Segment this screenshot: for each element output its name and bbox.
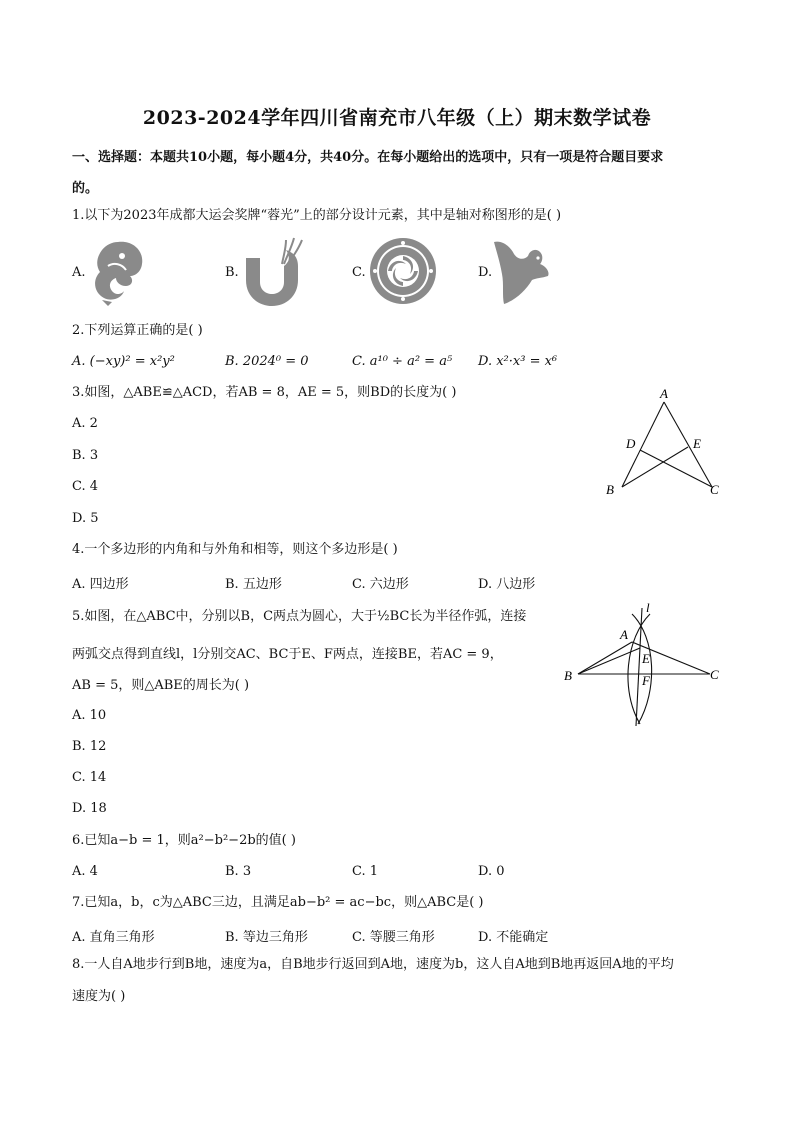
q1-option-d: D. bbox=[478, 265, 493, 280]
q7-option-c: C. 等腰三角形 bbox=[352, 930, 435, 945]
q3-option-b: B. 3 bbox=[72, 448, 99, 463]
q5-option-c: C. 14 bbox=[72, 770, 107, 785]
q1-option-b: B. bbox=[225, 265, 239, 280]
question-8-stem-line2: 速度为( ) bbox=[72, 989, 126, 1004]
question-2-stem: 2.下列运算正确的是( ) bbox=[72, 323, 203, 338]
question-3-stem: 3.如图，△ABE≌△ACD，若AB = 8，AE = 5，则BD的长度为( ) bbox=[72, 385, 457, 400]
label-c: C bbox=[710, 667, 719, 682]
label-c: C bbox=[710, 482, 719, 497]
q2-option-d: D. x²·x³ = x⁶ bbox=[478, 354, 558, 369]
label-a: A bbox=[660, 386, 668, 401]
arc-right bbox=[632, 614, 652, 724]
label-d: D bbox=[626, 436, 636, 451]
label-b: B bbox=[564, 668, 572, 683]
side-ba bbox=[578, 642, 632, 674]
label-b: B bbox=[606, 482, 614, 497]
q1-option-a-image bbox=[86, 236, 148, 308]
q6-option-b: B. 3 bbox=[225, 864, 252, 879]
section-heading-cont: 的。 bbox=[72, 181, 99, 196]
label-e: E bbox=[642, 651, 650, 666]
segment-be bbox=[578, 648, 640, 674]
q3-triangle-figure bbox=[600, 384, 730, 500]
q5-option-b: B. 12 bbox=[72, 739, 107, 754]
question-7-stem: 7.已知a，b，c为△ABC三边，且满足ab−b² = ac−bc，则△ABC是( ) bbox=[72, 895, 484, 910]
question-5-stem-line1: 5.如图，在△ABC中，分别以B，C两点为圆心，大于½BC长为半径作弧，连接 bbox=[72, 609, 527, 624]
q3-option-d: D. 5 bbox=[72, 511, 99, 526]
q3-option-c: C. 4 bbox=[72, 479, 99, 494]
q6-option-d: D. 0 bbox=[478, 864, 505, 879]
label-l: l bbox=[646, 600, 650, 615]
q4-option-c: C. 六边形 bbox=[352, 577, 409, 592]
q1-option-b-image bbox=[240, 236, 304, 308]
label-a: A bbox=[620, 627, 628, 642]
q6-option-a: A. 4 bbox=[72, 864, 98, 879]
page-title: 2023-2024学年四川省南充市八年级（上）期末数学试卷 bbox=[142, 107, 652, 129]
q4-option-b: B. 五边形 bbox=[225, 577, 282, 592]
q1-option-d-image bbox=[492, 236, 554, 308]
question-4-stem: 4.一个多边形的内角和与外角和相等，则这个多边形是( ) bbox=[72, 542, 398, 557]
q7-option-a: A. 直角三角形 bbox=[72, 930, 155, 945]
q5-option-a: A. 10 bbox=[72, 708, 107, 723]
section-heading: 一、选择题：本题共10小题，每小题4分，共40分。在每小题给出的选项中，只有一项是符合题目要求 bbox=[72, 150, 664, 165]
question-1-stem: 1.以下为2023年成都大运会奖牌“蓉光”上的部分设计元素，其中是轴对称图形的是( ) bbox=[72, 208, 562, 223]
q2-option-b: B. 2024⁰ = 0 bbox=[225, 354, 309, 369]
q3-option-a: A. 2 bbox=[72, 416, 98, 431]
question-5-stem-line3: AB = 5，则△ABE的周长为( ) bbox=[72, 678, 250, 693]
question-5-stem-line2: 两弧交点得到直线l，l分别交AC、BC于E、F两点，连接BE，若AC = 9， bbox=[72, 647, 503, 662]
q7-option-b: B. 等边三角形 bbox=[225, 930, 308, 945]
question-8-stem-line1: 8.一人自A地步行到B地，速度为a，自B地步行返回到A地，速度为b，这人自A地到B地再返回A地的平均 bbox=[72, 957, 674, 972]
q4-option-a: A. 四边形 bbox=[72, 577, 129, 592]
label-e: E bbox=[693, 436, 701, 451]
q2-option-a: A. (−xy)² = x²y² bbox=[72, 354, 175, 369]
q1-option-a: A. bbox=[72, 265, 86, 280]
q7-option-d: D. 不能确定 bbox=[478, 930, 549, 945]
q6-option-c: C. 1 bbox=[352, 864, 379, 879]
label-f: F bbox=[642, 673, 650, 688]
question-6-stem: 6.已知a−b = 1，则a²−b²−2b的值( ) bbox=[72, 833, 296, 848]
q1-option-c: C. bbox=[352, 265, 366, 280]
q4-option-d: D. 八边形 bbox=[478, 577, 536, 592]
q5-option-d: D. 18 bbox=[72, 801, 107, 816]
q2-option-c: C. a¹⁰ ÷ a² = a⁵ bbox=[352, 354, 453, 369]
q1-option-c-image bbox=[368, 236, 438, 306]
q5-construction-figure bbox=[558, 598, 733, 732]
